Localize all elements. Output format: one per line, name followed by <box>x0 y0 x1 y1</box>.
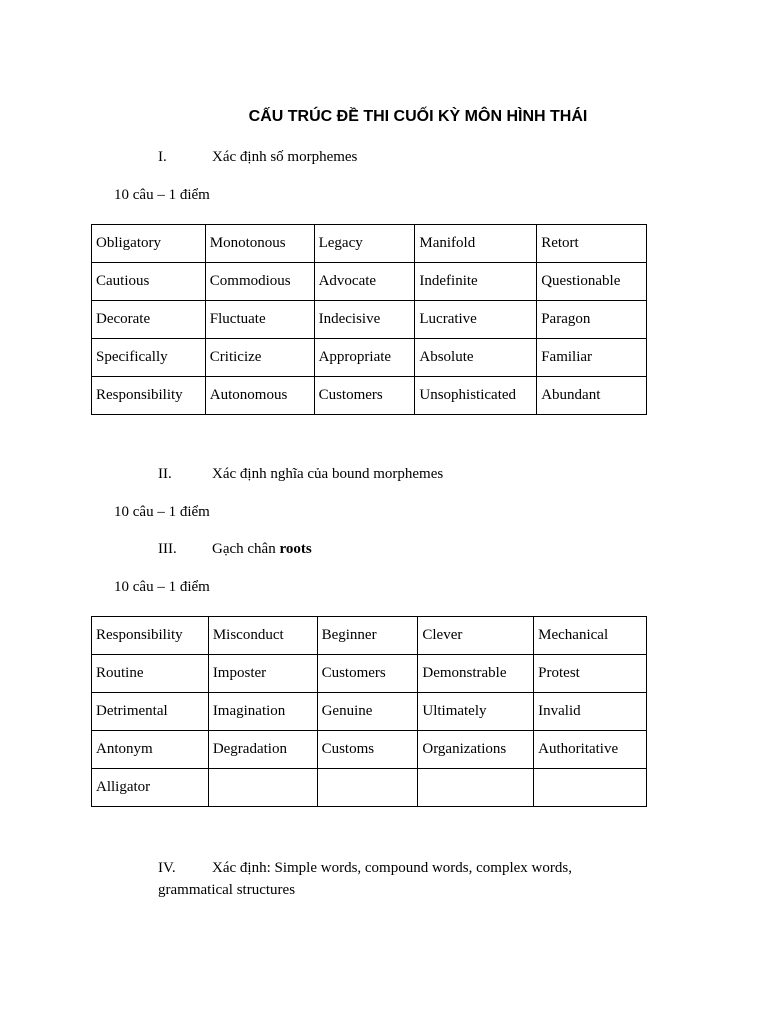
table-cell: Customers <box>314 377 415 415</box>
table-cell: Customers <box>317 655 418 693</box>
section-3-bold-text: roots <box>279 541 312 557</box>
table-cell: Invalid <box>534 693 647 731</box>
section-4-number: IV. <box>158 860 176 876</box>
table-cell: Legacy <box>314 225 415 263</box>
table-cell: Ultimately <box>418 693 534 731</box>
table-cell: Autonomous <box>205 377 314 415</box>
section-1-score: 10 câu – 1 điểm <box>114 187 210 203</box>
table-row <box>92 617 647 655</box>
roots-table <box>91 616 647 807</box>
table-cell: Familiar <box>537 339 647 377</box>
table-row <box>92 377 647 415</box>
table-cell: Organizations <box>418 731 534 769</box>
table-cell: Beginner <box>317 617 418 655</box>
table-cell: Routine <box>92 655 209 693</box>
table-cell: Paragon <box>537 301 647 339</box>
table-cell: Criticize <box>205 339 314 377</box>
table-cell: Fluctuate <box>205 301 314 339</box>
table-cell: Cautious <box>92 263 206 301</box>
table-cell: Lucrative <box>415 301 537 339</box>
table-row <box>92 263 647 301</box>
table-cell: Questionable <box>537 263 647 301</box>
table-cell: Customs <box>317 731 418 769</box>
section-2-score: 10 câu – 1 điểm <box>114 504 210 520</box>
table-row <box>92 769 647 807</box>
table-cell: Commodious <box>205 263 314 301</box>
table-row <box>92 225 647 263</box>
section-1-heading <box>158 149 357 166</box>
table-cell <box>208 769 317 807</box>
section-1-text: Xác định số morphemes <box>212 149 358 165</box>
table-cell: Absolute <box>415 339 537 377</box>
table-cell: Indefinite <box>415 263 537 301</box>
table-cell: Obligatory <box>92 225 206 263</box>
table-cell: Specifically <box>92 339 206 377</box>
table-cell: Decorate <box>92 301 206 339</box>
section-4-heading <box>158 857 628 901</box>
table-cell: Retort <box>537 225 647 263</box>
table-cell: Appropriate <box>314 339 415 377</box>
section-3-text: Gạch chân <box>212 541 280 557</box>
section-4-text: Xác định: Simple words, compound words, complex words, grammatical structures <box>158 860 572 898</box>
section-3-score: 10 câu – 1 điểm <box>114 579 210 595</box>
document-title: CẤU TRÚC ĐỀ THI CUỐI KỲ MÔN HÌNH THÁI <box>248 108 588 125</box>
section-3-heading <box>158 541 312 558</box>
section-2-number: II. <box>158 466 172 482</box>
table-cell: Authoritative <box>534 731 647 769</box>
table-cell: Degradation <box>208 731 317 769</box>
table-cell: Mechanical <box>534 617 647 655</box>
table-cell: Manifold <box>415 225 537 263</box>
table-row <box>92 301 647 339</box>
table-cell: Alligator <box>92 769 209 807</box>
table-cell: Monotonous <box>205 225 314 263</box>
table-cell: Responsibility <box>92 377 206 415</box>
table-cell <box>317 769 418 807</box>
table-cell <box>418 769 534 807</box>
table-cell: Antonym <box>92 731 209 769</box>
table-cell: Advocate <box>314 263 415 301</box>
section-2-heading <box>158 466 443 483</box>
section-1-number: I. <box>158 149 167 165</box>
table-cell <box>534 769 647 807</box>
table-cell: Abundant <box>537 377 647 415</box>
table-cell: Indecisive <box>314 301 415 339</box>
table-cell: Clever <box>418 617 534 655</box>
table-cell: Genuine <box>317 693 418 731</box>
table-cell: Imagination <box>208 693 317 731</box>
table-cell: Demonstrable <box>418 655 534 693</box>
section-2-text: Xác định nghĩa của bound morphemes <box>212 466 444 482</box>
table-cell: Unsophisticated <box>415 377 537 415</box>
table-cell: Imposter <box>208 655 317 693</box>
table-row <box>92 731 647 769</box>
table-cell: Protest <box>534 655 647 693</box>
table-row <box>92 339 647 377</box>
table-row <box>92 655 647 693</box>
table-cell: Detrimental <box>92 693 209 731</box>
section-3-number: III. <box>158 541 177 557</box>
table-cell: Responsibility <box>92 617 209 655</box>
table-row <box>92 693 647 731</box>
table-cell: Misconduct <box>208 617 317 655</box>
morpheme-count-table <box>91 224 647 415</box>
